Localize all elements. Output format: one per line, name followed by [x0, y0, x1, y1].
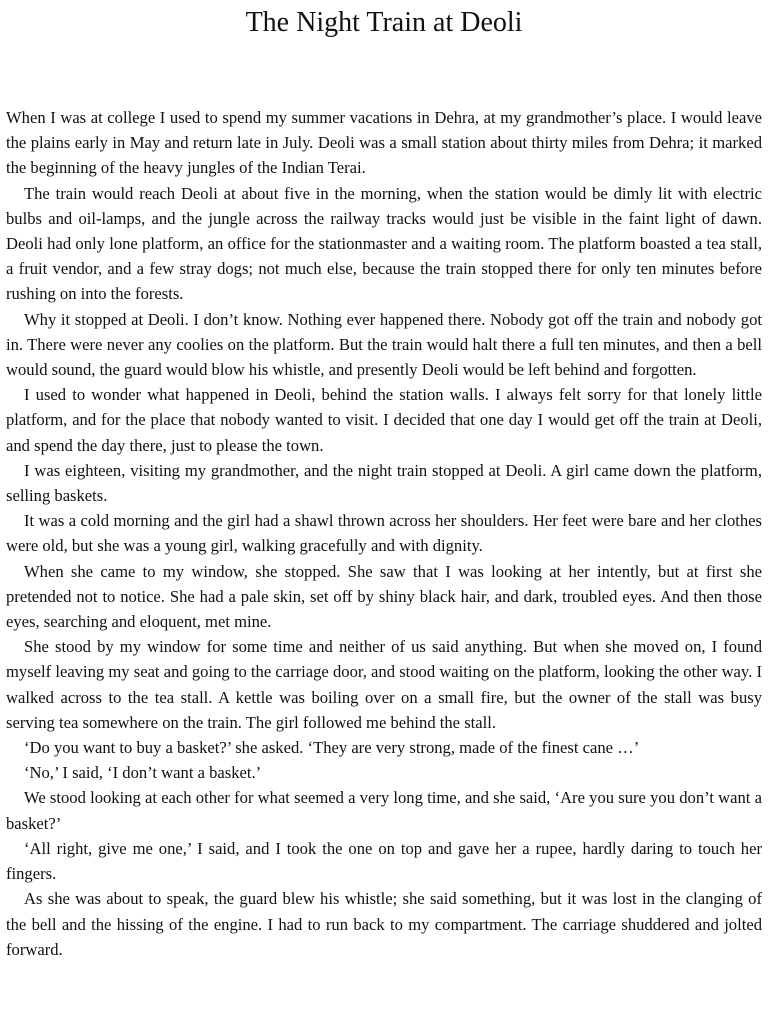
paragraph: ‘Do you want to buy a basket?’ she asked. ‘They are very strong, made of the finest cane …’	[24, 738, 640, 758]
paragraph: Why it stopped at Deoli. I don’t know. Nothing ever happened there. Nobody got off the train and nobody got in. There were never any coolies on the platform. But the train would halt there a full ten minutes, and then a bell would sound, the guard would blow his whistle, and presently Deoli would be left behind and forgotten.	[6, 309, 762, 380]
paragraph: The train would reach Deoli at about five in the morning, when the station would be dimly lit with electric bulbs and oil-lamps, and the jungle across the railway tracks would just be visible in the faint light of dawn. Deoli had only lone platform, an office for the stationmaster and a waiting room. The platform boasted a tea stall, a fruit vendor, and a few stray dogs; not much else, because the train stopped there for only ten minutes before rushing on into the forests.	[6, 183, 762, 304]
paragraph: ‘All right, give me one,’ I said, and I took the one on top and gave her a rupee, hardly daring to touch her fingers.	[6, 838, 762, 884]
paragraph: I was eighteen, visiting my grandmother, and the night train stopped at Deoli. A girl came down the platform, selling baskets.	[6, 460, 762, 506]
paragraph: ‘No,’ I said, ‘I don’t want a basket.’	[24, 763, 262, 783]
paragraph: When I was at college I used to spend my summer vacations in Dehra, at my grandmother’s place. I would leave the plains early in May and return late in July. Deoli was a small station about thirty miles from Dehra; it marked the beginning of the heavy jungles of the Indian Terai.	[6, 108, 762, 178]
story-body	[6, 105, 762, 962]
paragraph: It was a cold morning and the girl had a shawl thrown across her shoulders. Her feet were bare and her clothes were old, but she was a young girl, walking gracefully and with dignity.	[6, 511, 762, 556]
page-title: The Night Train at Deoli	[245, 7, 523, 38]
paragraph: I used to wonder what happened in Deoli, behind the station walls. I always felt sorry for that lonely little platform, and for the place that nobody wanted to visit. I decided that one day I would get off the train at Deoli, and spend the day there, just to please the town.	[6, 385, 762, 455]
paragraph: She stood by my window for some time and neither of us said anything. But when she moved on, I found myself leaving my seat and going to the carriage door, and stood waiting on the platform, looking the other way. I walked across to the tea stall. A kettle was boiling over on a small fire, but the owner of the stall was busy serving tea somewhere on the train. The girl followed me behind the stall.	[6, 637, 762, 732]
paragraph: When she came to my window, she stopped. She saw that I was looking at her intently, but at first she pretended not to notice. She had a pale skin, set off by shiny black hair, and dark, troubled eyes. And then those eyes, searching and eloquent, met mine.	[6, 561, 762, 632]
paragraph: As she was about to speak, the guard blew his whistle; she said something, but it was lost in the clanging of the bell and the hissing of the engine. I had to run back to my compartment. The carriage shuddered and jolted forward.	[6, 889, 762, 959]
paragraph: We stood looking at each other for what seemed a very long time, and she said, ‘Are you sure you don’t want a basket?’	[6, 788, 762, 833]
